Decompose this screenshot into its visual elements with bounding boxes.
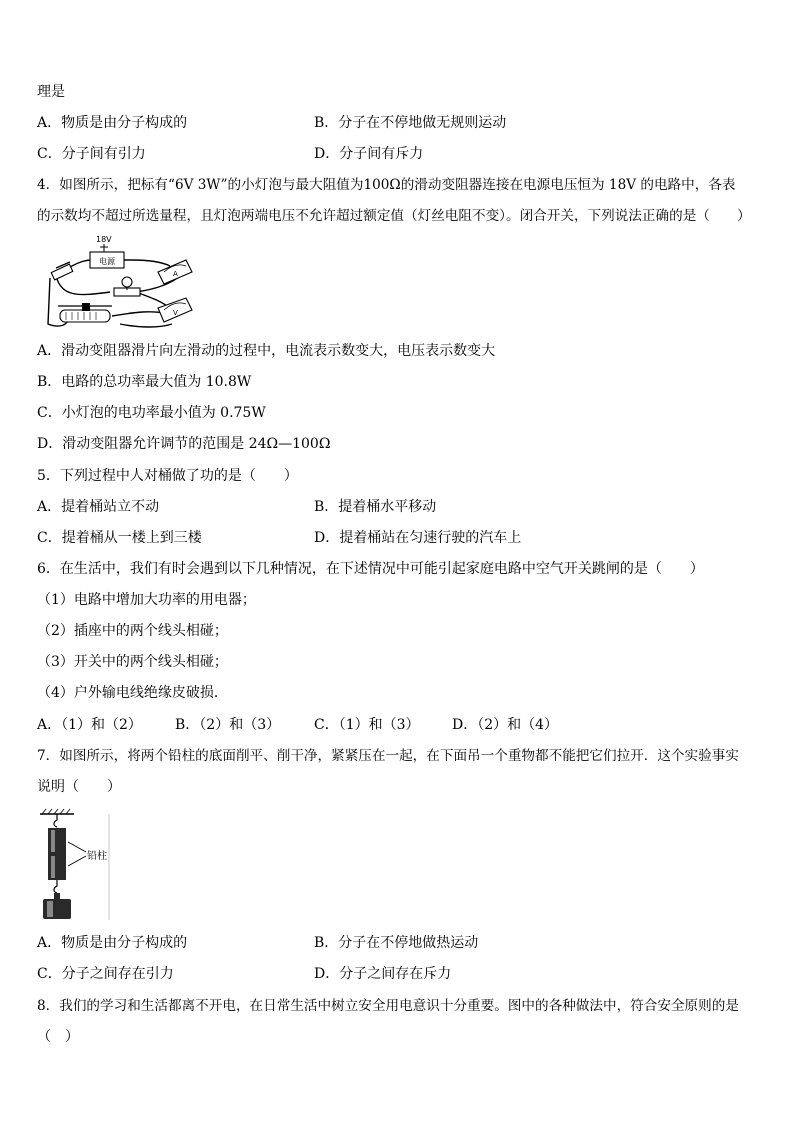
- question-6-stem: 6．在生活中，我们有时会遇到以下几种情况，在下述情况中可能引起家庭电路中空气开关跳闸的是（ ）: [37, 561, 704, 577]
- rheostat-icon: [58, 303, 112, 322]
- question-7-stem-line1: 7．如图所示，将两个铅柱的底面削平、削干净，紧紧压在一起，在下面吊一个重物都不能把它们拉开．这个实验事实: [37, 748, 739, 764]
- question-7-stem-line2: 说明（ ）: [37, 779, 121, 795]
- q3-option-c[interactable]: C．分子间有引力: [37, 146, 146, 162]
- q7-option-d[interactable]: D．分子之间存在斥力: [314, 966, 452, 982]
- lead-cylinder-label: 铅柱: [87, 851, 107, 862]
- question-5-stem: 5．下列过程中人对桶做了功的是（ ）: [37, 468, 298, 484]
- q3-option-a[interactable]: A．物质是由分子构成的: [37, 115, 188, 131]
- question-8-stem-line2: （ ）: [37, 1029, 79, 1045]
- q7-option-a[interactable]: A．物质是由分子构成的: [37, 935, 188, 951]
- q4-option-d[interactable]: D．滑动变阻器允许调节的范围是 24Ω—100Ω: [37, 436, 331, 452]
- switch-icon: [51, 262, 73, 280]
- q7-option-b[interactable]: B．分子在不停地做热运动: [314, 935, 479, 951]
- battery-voltage-label: 18V: [96, 235, 112, 244]
- circuit-figure: [40, 232, 200, 334]
- q6-item-2: （2）插座中的两个线头相碰；: [37, 623, 228, 639]
- q6-option-b[interactable]: B．（2）和（3）: [175, 717, 281, 733]
- q5-option-d[interactable]: D．提着桶站在匀速行驶的汽车上: [314, 530, 522, 546]
- q6-option-d[interactable]: D．（2）和（4）: [452, 717, 559, 733]
- lead-cylinder-figure: [38, 808, 112, 923]
- lower-lead-cylinder: [48, 854, 66, 880]
- power-supply-icon: [90, 235, 124, 268]
- light-bulb-icon: [114, 277, 140, 296]
- question-4-stem-line1: 4．如图所示，把标有“6V 3W”的小灯泡与最大阻值为100Ω的滑动变阻器连接在电源电压恒为 18V 的电路中，各表: [37, 177, 736, 193]
- voltmeter-label: V: [173, 309, 178, 317]
- q5-option-c[interactable]: C．提着桶从一楼上到三楼: [37, 530, 202, 546]
- upper-lead-cylinder: [48, 828, 66, 854]
- power-supply-label: 电源: [99, 257, 115, 266]
- ammeter-label: A: [173, 270, 178, 278]
- q4-option-c[interactable]: C．小灯泡的电功率最小值为 0.75W: [37, 405, 266, 421]
- q7-option-c[interactable]: C．分子之间存在引力: [37, 966, 174, 982]
- q4-option-b[interactable]: B．电路的总功率最大值为 10.8W: [37, 374, 252, 390]
- q4-option-a[interactable]: A．滑动变阻器滑片向左滑动的过程中，电流表示数变大，电压表示数变大: [37, 343, 496, 359]
- q6-option-a[interactable]: A．（1）和（2）: [37, 717, 142, 733]
- q5-option-b[interactable]: B．提着桶水平移动: [314, 499, 437, 515]
- q6-option-c[interactable]: C．（1）和（3）: [314, 717, 420, 733]
- question-3-tail: 理是: [37, 84, 65, 100]
- voltmeter-icon: [158, 298, 192, 322]
- question-8-stem-line1: 8．我们的学习和生活都离不开电，在日常生活中树立安全用电意识十分重要。图中的各种做法中，符合安全原则的是: [37, 998, 739, 1014]
- q3-option-d[interactable]: D．分子间有斥力: [314, 146, 424, 162]
- q3-option-b[interactable]: B．分子在不停地做无规则运动: [314, 115, 507, 131]
- question-4-stem-line2: 的示数均不超过所选量程，且灯泡两端电压不允许超过额定值（灯丝电阻不变）。闭合开关，下列说法正确的是（ ）: [37, 208, 751, 224]
- q6-item-1: （1）电路中增加大功率的用电器；: [37, 592, 256, 608]
- q5-option-a[interactable]: A．提着桶站立不动: [37, 499, 160, 515]
- q6-item-4: （4）户外输电线绝缘皮破损．: [37, 685, 228, 701]
- q6-item-3: （3）开关中的两个线头相碰；: [37, 654, 228, 670]
- weight-icon: [43, 893, 71, 919]
